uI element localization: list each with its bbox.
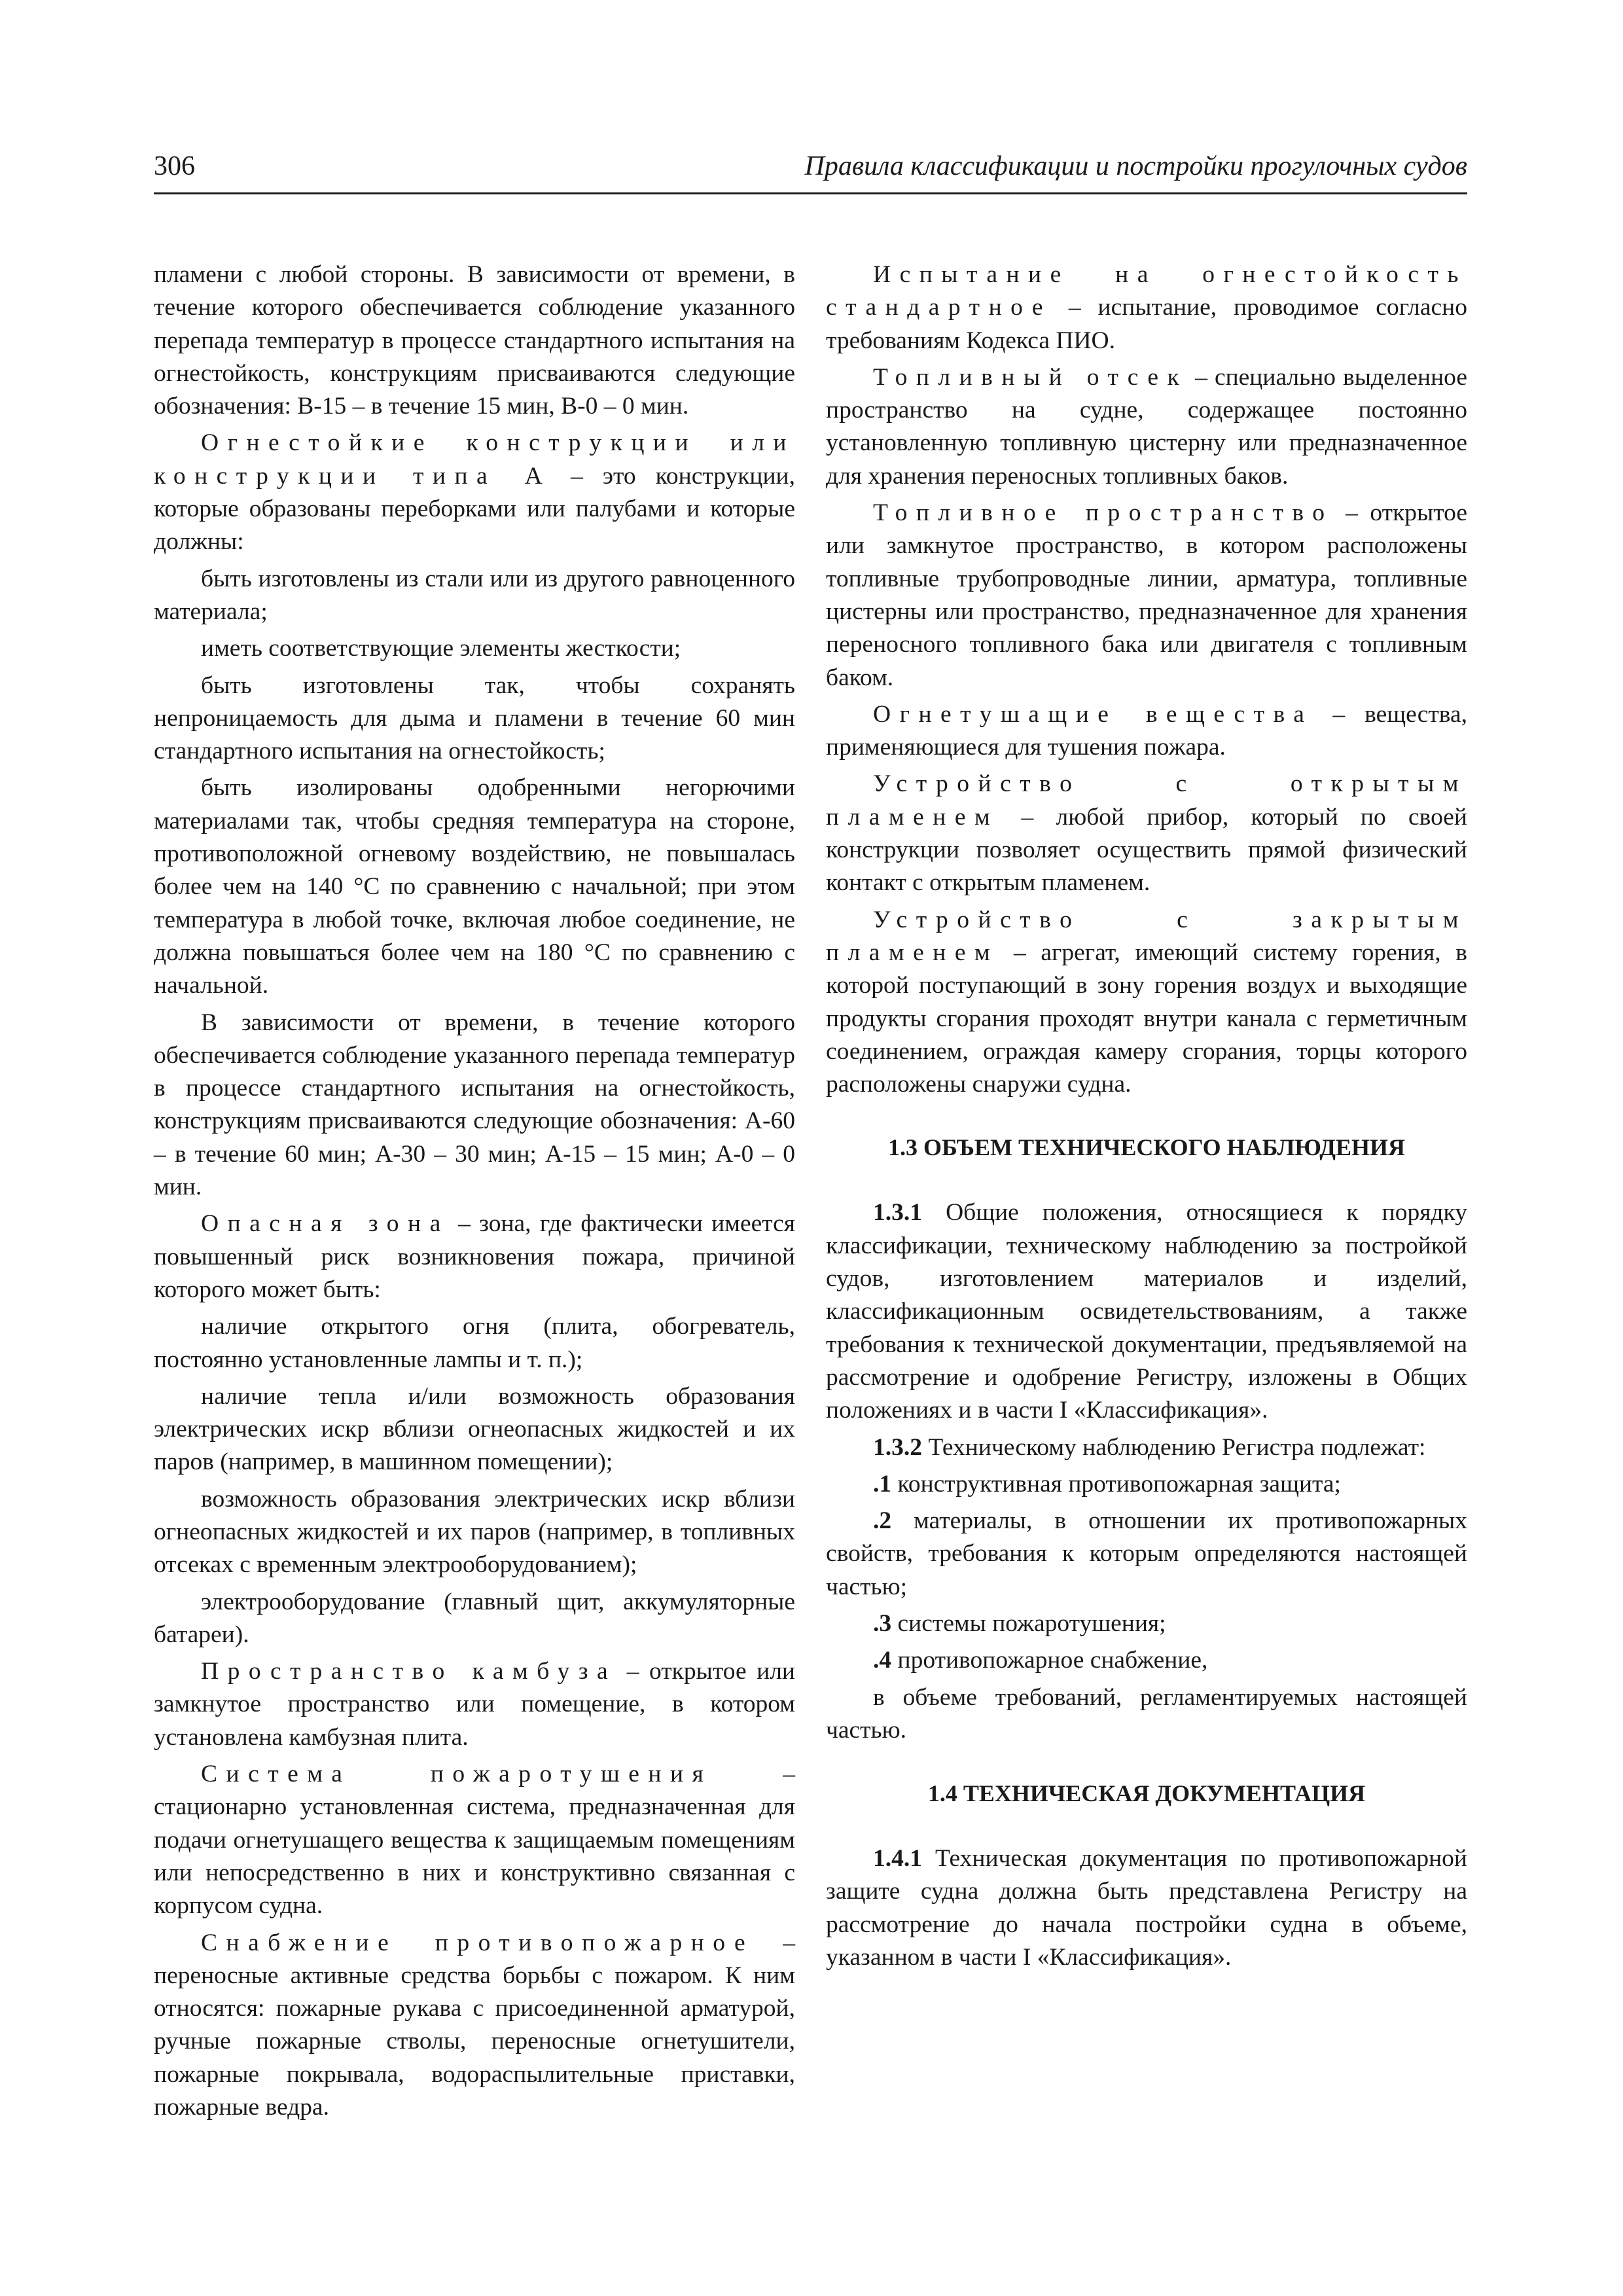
definition-fire-extinguishing-system	[154, 1758, 795, 1922]
term: Снабжение противопожарное	[201, 1929, 755, 1956]
right-column	[826, 259, 1467, 1978]
paragraph: В зависимости от времени, в течение которого обеспечивается соблюдение указанного перепада температур в процессе стандартного испытания на огнестойкость, конструкциям присваиваются следующие обозначения: А-60 – в течение 60 мин; А-30 – 30 мин; А-15 – 15 мин; А-0 – 0 мин.	[154, 1009, 795, 1201]
clause-1-3-2	[826, 1431, 1467, 1464]
term: Пространство камбуза	[201, 1658, 617, 1685]
item-text: системы пожаротушения;	[891, 1609, 1166, 1637]
term: Огнетушащие вещества	[873, 700, 1313, 728]
item-text: конструктивная противопожарная защита;	[891, 1470, 1341, 1498]
clause-number: 1.3.1	[873, 1199, 922, 1227]
definition-fire-equipment	[154, 1927, 795, 2125]
term: Огнестойкие конструкции или конструкции типа А	[154, 429, 795, 490]
definition-fuel-space	[826, 497, 1467, 694]
list-item	[826, 1644, 1467, 1677]
section-heading-1-3: 1.3 ОБЪЕМ ТЕХНИЧЕСКОГО НАБЛЮДЕНИЯ	[888, 1134, 1405, 1161]
clause-text: Техническая документация по противопожарной защите судна должна быть представлена Регистру на рассмотрение до начала постройки судна в объеме, указанном в части I «Классификация».	[826, 1845, 1467, 1971]
paragraph: пламени с любой стороны. В зависимости от времени, в течение которого обеспечивается соблюдение указанного перепада температур в процессе стандартного испытания на огнестойкость, конструкциям присваиваются следующие обозначения: B-15 – в течение 15 мин, B-0 – 0 мин.	[154, 261, 795, 420]
left-column	[154, 259, 795, 2128]
clause-text: Общие положения, относящиеся к порядку классификации, техническому наблюдению за постройкой судов, изготовлением материалов и изделий, классификационным освидетельствованиям, а также требования к технической документации, предъявляемой на рассмотрение и одобрение Регистру, изложены в Общих положениях и в части I «Классификация».	[826, 1199, 1467, 1424]
paragraph: электрооборудование (главный щит, аккумуляторные батареи).	[154, 1588, 795, 1648]
definition-text: – испытание, проводимое согласно требованиям Кодекса ПИО.	[826, 294, 1467, 354]
paragraph: возможность образования электрических искр вблизи огнеопасных жидкостей и их паров (например, в топливных отсеках с временным электрооборудованием);	[154, 1485, 795, 1579]
list-item	[826, 1468, 1467, 1501]
section-heading-1-4: 1.4 ТЕХНИЧЕСКАЯ ДОКУМЕНТАЦИЯ	[927, 1780, 1366, 1807]
definition-closed-flame-device	[826, 904, 1467, 1102]
paragraph: наличие тепла и/или возможность образования электрических искр вблизи огнеопасных жидкостей и их паров (например, в машинном помещении);	[154, 1382, 795, 1476]
definition-text: – специально выделенное пространство на судне, содержащее постоянно установленную топливную цистерну или предназначенное для хранения переносных топливных баков.	[826, 363, 1467, 490]
definition-text: – любой прибор, который по своей конструкции позволяет осуществить прямой физический контакт с открытым пламенем.	[826, 803, 1467, 897]
paragraph: в объеме требований, регламентируемых настоящей частью.	[826, 1683, 1467, 1744]
paragraph: быть изолированы одобренными негорючими материалами так, чтобы средняя температура на стороне, противоположной огневому воздействию, не повышалась более чем на 140 °С по сравнению с начальной; при этом температура в любой точке, включая любое соединение, не должна повышаться более чем на 180 °С по сравнению с начальной.	[154, 774, 795, 999]
list-item	[826, 1607, 1467, 1640]
definition-text: – это конструкции, которые образованы переборками или палубами и которые должны:	[154, 462, 795, 556]
item-text: противопожарное снабжение,	[891, 1647, 1208, 1674]
term: Система пожаротушения	[201, 1761, 713, 1788]
term: Топливное пространство	[873, 499, 1334, 527]
item-number: .3	[873, 1609, 892, 1637]
clause-number: 1.4.1	[873, 1845, 922, 1873]
definition-text: – зона, где фактически имеется повышенный риск возникновения пожара, причиной которого может быть:	[154, 1210, 795, 1303]
paragraph: быть изготовлены из стали или из другого равноценного материала;	[154, 565, 795, 625]
clause-number: 1.3.2	[873, 1433, 922, 1461]
item-number: .2	[873, 1507, 892, 1535]
definition-extinguishing-agents	[826, 698, 1467, 764]
definition-text: – стационарно установленная система, предназначенная для подачи огнетушащего вещества к защищаемым помещениям или непосредственно в них и конструктивно связанная с корпусом судна.	[154, 1761, 795, 1920]
term: Устройство с открытым пламенем	[826, 770, 1467, 831]
term: Испытание на огнестойкость стандартное	[826, 261, 1467, 321]
running-title: Правила классификации и постройки прогулочных судов	[804, 151, 1467, 181]
header-rule	[154, 192, 1467, 194]
definition-text: – открытое или замкнутое пространство, в котором расположены топливные трубопроводные линии, арматура, топливные цистерны или пространство, предназначенное для хранения переносного топливного бака или двигателя с топливным баком.	[826, 499, 1467, 691]
definition-text: – агрегат, имеющий систему горения, в которой поступающий в зону горения воздух и выходящие продукты сгорания проходят внутри канала с герметичным соединением, ограждая камеру сгорания, торцы которого расположены снаружи судна.	[826, 939, 1467, 1098]
term: Устройство с закрытым пламенем	[826, 906, 1467, 966]
item-text: материалы, в отношении их противопожарных свойств, требования к которым определяются настоящей частью;	[826, 1507, 1467, 1600]
definition-danger-zone	[154, 1208, 795, 1306]
paragraph: наличие открытого огня (плита, обогреватель, постоянно установленные лампы и т. п.);	[154, 1313, 795, 1373]
definition-open-flame-device	[826, 768, 1467, 899]
definition-fuel-compartment	[826, 361, 1467, 493]
definition-text: – открытое или замкнутое пространство или помещение, в котором установлена камбузная плита.	[154, 1658, 795, 1751]
item-number: .4	[873, 1647, 892, 1674]
definition-galley-space	[154, 1655, 795, 1754]
term: Топливный отсек	[873, 363, 1188, 391]
clause-1-4-1	[826, 1842, 1467, 1974]
paragraph: быть изготовлены так, чтобы сохранять непроницаемость для дыма и пламени в течение 60 мин стандартного испытания на огнестойкость;	[154, 672, 795, 765]
page-number: 306	[154, 151, 195, 181]
term: Опасная зона	[201, 1210, 450, 1238]
clause-1-3-1	[826, 1196, 1467, 1427]
item-number: .1	[873, 1470, 892, 1498]
definition-text: – переносные активные средства борьбы с пожаром. К ним относятся: пожарные рукава с присоединенной арматурой, ручные пожарные стволы, переносные огнетушители, пожарные покрывала, водораспылительные приставки, пожарные ведра.	[154, 1929, 795, 2121]
list-item	[826, 1505, 1467, 1604]
definition-fire-resistant-a	[154, 427, 795, 558]
clause-text: Техническому наблюдению Регистра подлежат:	[922, 1433, 1426, 1461]
definition-text: – вещества, применяющиеся для тушения пожара.	[826, 700, 1467, 761]
paragraph: иметь соответствующие элементы жесткости;	[201, 635, 681, 662]
definition-fire-test	[826, 259, 1467, 357]
